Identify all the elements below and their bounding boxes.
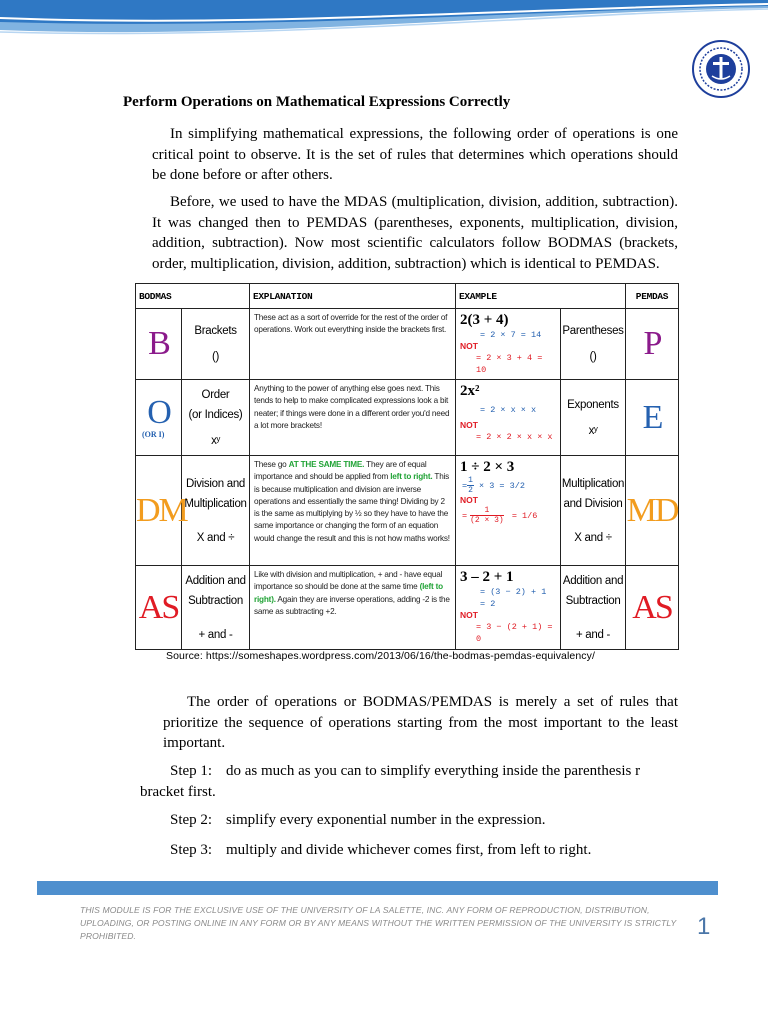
history-paragraph: Before, we used to have the MDAS (multiplication, division, addition, subtraction). It was changed then to PEMDAS (parentheses, exponents, multiplication, division, addition, subtraction). Now most scientific calculators follow BODMAS (brackets, order, multiplication, division, addition, subtraction) which is identical to PEMDAS. xyxy=(152,194,678,272)
header-explanation: EXPLANATION xyxy=(250,284,456,309)
bodmas-letter: O (OR I) xyxy=(136,380,182,456)
footer-bar xyxy=(37,881,718,895)
page-number: 1 xyxy=(697,913,711,940)
table-row xyxy=(136,309,679,380)
step-1: Step 1: do as much as you can to simplify everything inside the parenthesis r bracket first. xyxy=(140,763,641,800)
pemdas-name: Exponents xʸ xyxy=(561,380,626,456)
university-seal-icon xyxy=(692,40,750,98)
intro-paragraph: In simplifying mathematical expressions, the following order of operations is one critical point to observe. It is the set of rules that determines which operations should be done before or after others. xyxy=(152,126,678,183)
bodmas-name: Brackets () xyxy=(182,309,250,380)
header-example: EXAMPLE xyxy=(456,284,626,309)
bodmas-letter: DM xyxy=(136,456,182,566)
pemdas-letter: MD xyxy=(626,456,679,566)
example-cell: 2(3 + 4) = 2 × 7 = 14 NOT = 2 × 3 + 4 = 10 xyxy=(456,309,561,380)
step-3: Step 3: multiply and divide whichever comes first, from left to right. xyxy=(170,842,592,858)
pemdas-name: Multiplication and Division X and ÷ xyxy=(561,456,626,566)
pemdas-letter: AS xyxy=(626,566,679,650)
bodmas-letter: AS xyxy=(136,566,182,650)
example-cell: 1 ÷ 2 × 3 = $\frac{1}{2}$ × 3 = 3/2 NOT = $\frac{1}{(2 \times 3)}$ = 1/6 xyxy=(456,456,561,566)
table-header-row xyxy=(136,284,679,309)
pemdas-letter: E xyxy=(626,380,679,456)
table-row xyxy=(136,566,679,650)
explanation-cell: These go AT THE SAME TIME. They are of equal importance and should be applied from left to right. This is because multiplication and division are inverse operations and essentially the same thing! Dividing by 2 is the same as multiplying by ½ so they have to have the same importance or changing the form of an equation would change the result and this is not how maths works! xyxy=(250,456,456,566)
pemdas-letter: P xyxy=(626,309,679,380)
footer-notice: THIS MODULE IS FOR THE EXCLUSIVE USE OF THE UNIVERSITY OF LA SALETTE, INC. ANY FORM OF REPRODUCTION, DISTRIBUTION, UPLOADING, OR POSTING ONLINE IN ANY FORM OR BY ANY MEANS WITHOUT THE WRITTEN PERMISSION OF THE UNIVERSITY IS STRICTLY PROHIBITED. xyxy=(80,905,677,941)
bodmas-name: Division and Multiplication X and ÷ xyxy=(182,456,250,566)
summary-paragraph: The order of operations or BODMAS/PEMDAS is merely a set of rules that prioritize the sequence of operations starting from the most important to the least important. xyxy=(163,694,678,751)
pemdas-name: Parentheses () xyxy=(561,309,626,380)
example-cell: 3 – 2 + 1 = (3 − 2) + 1 = 2 NOT = 3 − (2 + 1) = 0 xyxy=(456,566,561,650)
explanation-cell: Anything to the power of anything else goes next. This tends to help to make complicated expressions look a bit neater; if things were done in a different order you'd need a lot more brackets! xyxy=(250,380,456,456)
explanation-cell: These act as a sort of override for the rest of the order of operations. Work out everything inside the brackets first. xyxy=(250,309,456,380)
bodmas-name: Addition and Subtraction + and - xyxy=(182,566,250,650)
header-wave-decoration xyxy=(0,0,768,50)
table-row xyxy=(136,456,679,566)
table-source-caption: Source: https://someshapes.wordpress.com/2013/06/16/the-bodmas-pemdas-equivalency/ xyxy=(166,650,596,662)
bodmas-name: Order (or Indices) xʸ xyxy=(182,380,250,456)
bodmas-pemdas-table xyxy=(135,283,679,650)
section-heading: Perform Operations on Mathematical Expressions Correctly xyxy=(123,94,511,110)
table-row xyxy=(136,380,679,456)
example-cell: 2x² = 2 × x × x NOT = 2 × 2 × x × x xyxy=(456,380,561,456)
header-bodmas: BODMAS xyxy=(136,284,250,309)
step-2: Step 2: simplify every exponential number in the expression. xyxy=(170,812,546,828)
explanation-cell: Like with division and multiplication, + and - have equal importance so should be done at the same time (left to right). Again they are inverse operations, adding -2 is the same as subtracting +2. xyxy=(250,566,456,650)
header-pemdas: PEMDAS xyxy=(626,284,679,309)
pemdas-name: Addition and Subtraction + and - xyxy=(561,566,626,650)
bodmas-letter: B xyxy=(136,309,182,380)
